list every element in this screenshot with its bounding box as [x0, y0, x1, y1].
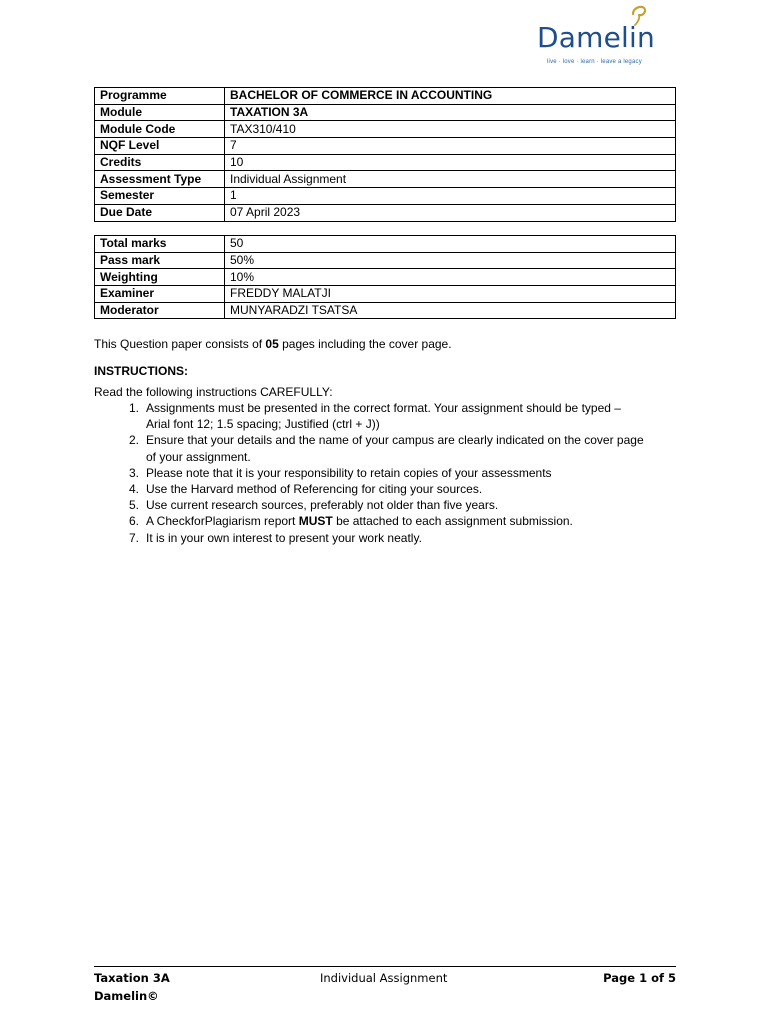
row-value: FREDDY MALATJI — [225, 286, 676, 303]
row-value: TAX310/410 — [225, 121, 676, 138]
instructions-list — [94, 400, 680, 546]
table-row — [95, 104, 676, 121]
row-label: Programme — [95, 88, 225, 105]
row-label: Module Code — [95, 121, 225, 138]
list-item — [94, 465, 680, 481]
footer-page-number: Page 1 of 5 — [603, 971, 676, 985]
page-count-note — [94, 336, 452, 352]
page-count-note-suffix: pages including the cover page. — [278, 337, 452, 351]
list-item-line: Assignments must be presented in the correct format. Your assignment should be typed – — [146, 401, 621, 415]
table-row — [95, 302, 676, 319]
row-label: Weighting — [95, 269, 225, 286]
list-item-text — [139, 497, 498, 513]
list-item-text-after: be attached to each assignment submission. — [332, 514, 573, 529]
row-value: 7 — [225, 138, 676, 155]
logo-tagline: live · love · learn · leave a legacy — [547, 59, 642, 65]
instructions-intro: Read the following instructions CAREFULLY: — [94, 385, 333, 399]
module-details-table — [94, 87, 676, 222]
damelin-logo — [537, 4, 677, 70]
list-item-line: Please note that it is your responsibility to retain copies of your assessments — [146, 465, 552, 480]
page-count: 05 — [265, 337, 279, 351]
table-row — [95, 204, 676, 221]
marks-table — [94, 235, 676, 319]
row-label: Examiner — [95, 286, 225, 303]
row-value: 07 April 2023 — [225, 204, 676, 221]
row-label: Assessment Type — [95, 171, 225, 188]
table-row — [95, 121, 676, 138]
table-row — [95, 88, 676, 105]
list-item-number: 6. — [128, 514, 139, 529]
list-item-line: It is in your own interest to present your work neatly. — [146, 530, 422, 545]
list-item-text — [139, 432, 644, 464]
row-value: 10% — [225, 269, 676, 286]
list-item-text — [139, 513, 573, 529]
list-item — [94, 513, 680, 529]
list-item-text — [139, 530, 422, 546]
list-item — [94, 530, 680, 546]
row-label: Credits — [95, 154, 225, 171]
table-row — [95, 154, 676, 171]
list-item-number: 2. — [128, 433, 139, 448]
logo-wordmark: Damelin — [537, 21, 655, 54]
footer-module: Taxation 3A — [94, 971, 170, 985]
list-item-text — [139, 465, 552, 481]
list-item-number: 1. — [128, 401, 139, 415]
row-label: NQF Level — [95, 138, 225, 155]
table-row — [95, 252, 676, 269]
table-row — [95, 171, 676, 188]
row-label: Module — [95, 104, 225, 121]
row-value: MUNYARADZI TSATSA — [225, 302, 676, 319]
row-value: 1 — [225, 188, 676, 205]
table-row — [95, 138, 676, 155]
footer-copyright: Damelin© — [94, 989, 159, 1003]
row-value: 10 — [225, 154, 676, 171]
footer-assessment-type: Individual Assignment — [320, 971, 448, 985]
row-value: 50 — [225, 236, 676, 253]
list-item-number: 7. — [128, 530, 139, 545]
list-item-text — [139, 400, 621, 432]
list-item — [94, 497, 680, 513]
row-value: 50% — [225, 252, 676, 269]
list-item-line: Use the Harvard method of Referencing for citing your sources. — [146, 482, 483, 497]
list-item-number: 4. — [128, 482, 139, 497]
table-row — [95, 269, 676, 286]
row-value: TAXATION 3A — [225, 104, 676, 121]
list-item-text-before: A CheckforPlagiarism report — [146, 514, 299, 529]
list-item-text-bold: MUST — [298, 514, 333, 529]
list-item-line: of your assignment. — [146, 449, 251, 464]
list-item — [94, 481, 680, 497]
row-label: Due Date — [95, 204, 225, 221]
list-item-line: Arial font 12; 1.5 spacing; Justified (ctrl + J)) — [146, 417, 380, 432]
list-item — [94, 432, 680, 464]
list-item-line: Ensure that your details and the name of your campus are clearly indicated on the cover page — [146, 433, 644, 448]
list-item-line: Use current research sources, preferably not older than five years. — [146, 498, 499, 513]
row-label: Total marks — [95, 236, 225, 253]
list-item-number: 5. — [128, 498, 139, 513]
table-row — [95, 236, 676, 253]
instructions-heading: INSTRUCTIONS: — [94, 364, 188, 378]
table-row — [95, 286, 676, 303]
list-item-number: 3. — [128, 465, 139, 480]
list-item — [94, 400, 680, 432]
row-value: Individual Assignment — [225, 171, 676, 188]
row-value: BACHELOR OF COMMERCE IN ACCOUNTING — [225, 88, 676, 105]
row-label: Pass mark — [95, 252, 225, 269]
table-row — [95, 188, 676, 205]
footer-divider — [94, 966, 676, 967]
row-label: Moderator — [95, 302, 225, 319]
row-label: Semester — [95, 188, 225, 205]
list-item-text — [139, 481, 482, 497]
page-count-note-prefix: This Question paper consists of — [94, 337, 266, 351]
